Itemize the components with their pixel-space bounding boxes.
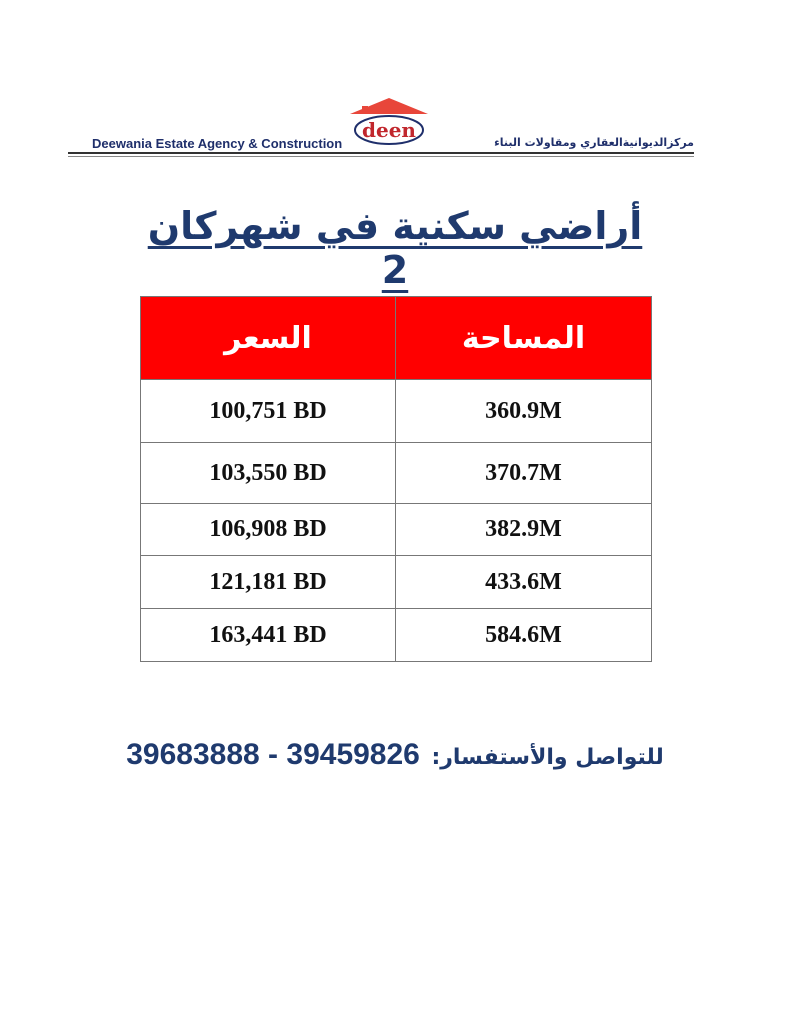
area-cell: 370.7M <box>396 443 652 504</box>
contact-line <box>120 738 670 772</box>
area-cell: 584.6M <box>396 609 652 662</box>
company-logo-icon <box>348 96 430 146</box>
price-cell: 106,908 BD <box>141 504 396 556</box>
area-cell: 433.6M <box>396 556 652 609</box>
price-cell: 100,751 BD <box>141 380 396 443</box>
contact-label: للتواصل والأستفسار: <box>431 745 664 770</box>
header-rule <box>68 152 694 154</box>
company-name-arabic: مركزالديوانيةالعقاري ومقاولات البناء <box>494 136 694 149</box>
contact-phone-numbers: 39683888 - 39459826 <box>126 738 420 771</box>
price-cell: 121,181 BD <box>141 556 396 609</box>
table-header-row <box>141 297 652 380</box>
table-row <box>141 504 652 556</box>
table-row <box>141 609 652 662</box>
price-cell: 103,550 BD <box>141 443 396 504</box>
area-cell: 360.9M <box>396 380 652 443</box>
price-table <box>140 296 652 662</box>
table-row <box>141 556 652 609</box>
company-name-english: Deewania Estate Agency & Construction <box>92 136 343 151</box>
page-title: أراضي سكنية في شهركان 2 <box>147 204 643 292</box>
svg-text:deen: deen <box>362 118 416 142</box>
header-rule-thin <box>68 156 694 157</box>
area-column-header: المساحة <box>396 297 652 380</box>
table-row <box>141 443 652 504</box>
table-row <box>141 380 652 443</box>
letterhead <box>68 96 694 158</box>
price-column-header: السعر <box>141 297 396 380</box>
area-cell: 382.9M <box>396 504 652 556</box>
price-cell: 163,441 BD <box>141 609 396 662</box>
